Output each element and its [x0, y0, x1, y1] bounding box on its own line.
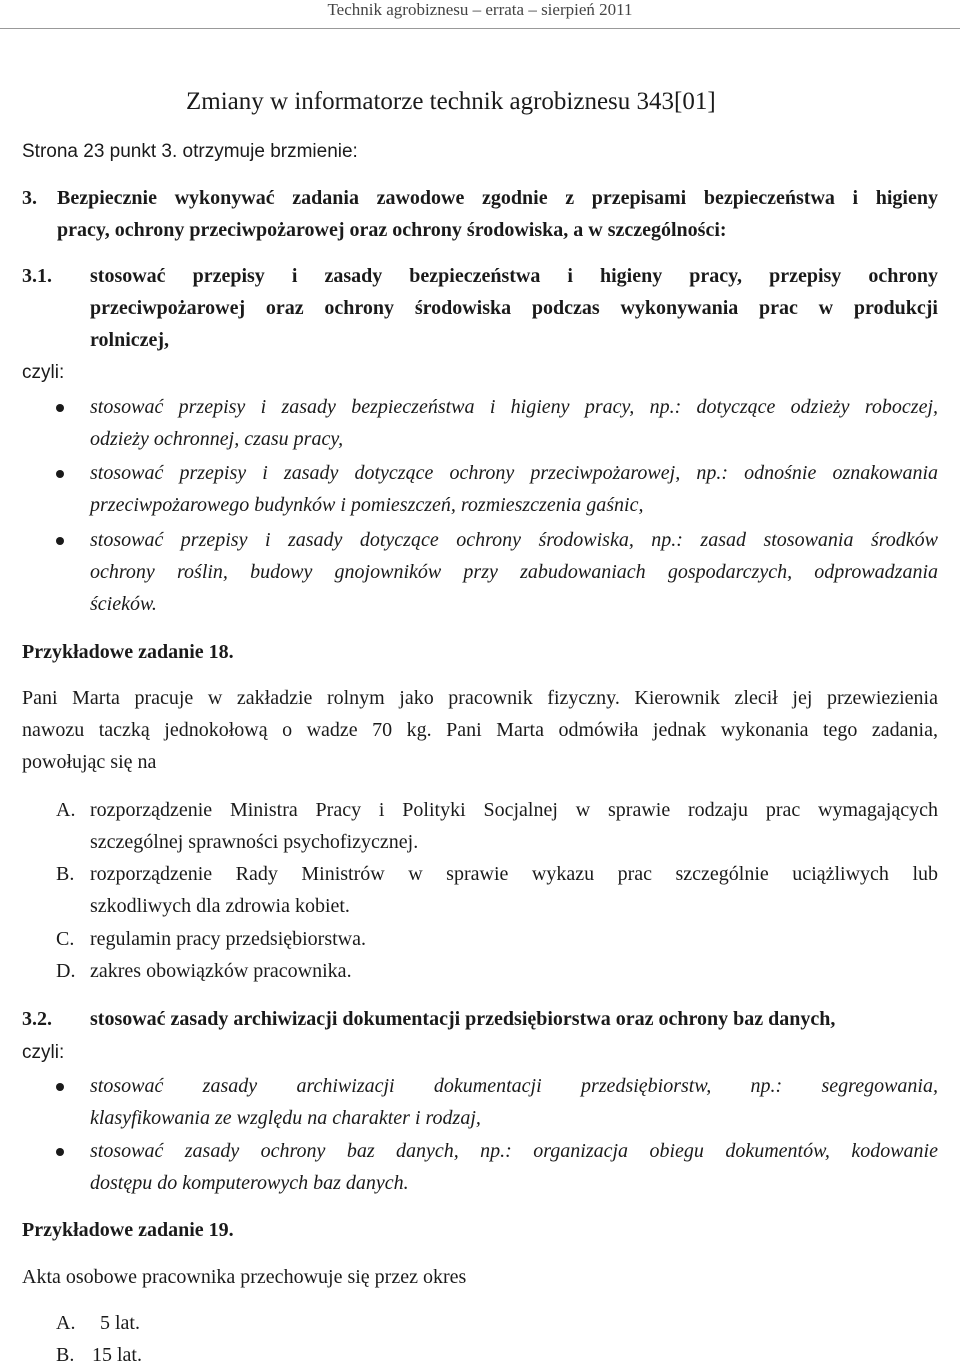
- section-3-line-2: pracy, ochrony przeciwpożarowej oraz ochrony środowiska, a w szczególności:: [57, 219, 727, 241]
- bullet-icon: [56, 537, 64, 545]
- running-header: Technik agrobiznesu – errata – sierpień 2011: [327, 0, 633, 19]
- option-a-line-2: szczególnej sprawności psychofizycznej.: [90, 831, 419, 853]
- task-19-option-a-label: A.: [56, 1312, 76, 1334]
- bullet-3-1-a-line-2: odzieży ochronnej, czasu pracy,: [90, 428, 344, 450]
- section-3-2-number: 3.2.: [22, 1008, 52, 1030]
- document-title: Zmiany w informatorze technik agrobiznesu 343[01]: [186, 88, 716, 115]
- option-b-label: B.: [56, 863, 75, 885]
- bullet-3-2-a-line-2: klasyfikowania ze względu na charakter i rodzaj,: [90, 1107, 481, 1129]
- bullet-icon: [56, 1083, 64, 1091]
- option-c-label: C.: [56, 928, 75, 950]
- section-3-2-line-1: stosować zasady archiwizacji dokumentacji przedsiębiorstwa oraz ochrony baz danych,: [90, 1008, 836, 1030]
- section-3-number: 3.: [22, 187, 37, 209]
- bullet-3-1-b-line-1: stosować przepisy i zasady dotyczące ochrony przeciwpożarowej, np.: odnośnie oznakowania: [90, 462, 938, 484]
- task-18-line-3: powołując się na: [22, 751, 157, 773]
- bullet-icon: [56, 1148, 64, 1156]
- bullet-3-1-b-line-2: przeciwpożarowego budynków i pomieszczeń, rozmieszczenia gaśnic,: [90, 494, 644, 516]
- section-3-1-line-1: stosować przepisy i zasady bezpieczeństwa i higieny pracy, przepisy ochrony: [90, 265, 938, 287]
- option-d-text: zakres obowiązków pracownika.: [90, 960, 352, 982]
- task-19-heading: Przykładowe zadanie 19.: [22, 1219, 234, 1241]
- bullet-icon: [56, 404, 64, 412]
- section-3-line-1: Bezpiecznie wykonywać zadania zawodowe zgodnie z przepisami bezpieczeństwa i higieny: [57, 187, 938, 209]
- task-18-line-1: Pani Marta pracuje w zakładzie rolnym jako pracownik fizyczny. Kierownik zlecił jej przewiezienia: [22, 687, 938, 709]
- option-c-text: regulamin pracy przedsiębiorstwa.: [90, 928, 367, 950]
- section-3-1-line-3: rolniczej,: [90, 329, 170, 351]
- task-19-line-1: Akta osobowe pracownika przechowuje się przez okres: [22, 1266, 467, 1288]
- option-b-line-2: szkodliwych dla zdrowia kobiet.: [90, 895, 350, 917]
- option-d-label: D.: [56, 960, 76, 982]
- option-a-label: A.: [56, 799, 76, 821]
- bullet-3-2-b-line-1: stosować zasady ochrony baz danych, np.: organizacja obiegu dokumentów, kodowanie: [90, 1140, 938, 1162]
- header-rule: [0, 28, 960, 29]
- bullet-icon: [56, 470, 64, 478]
- task-19-option-b-label: B.: [56, 1344, 75, 1366]
- bullet-3-1-c-line-1: stosować przepisy i zasady dotyczące ochrony środowiska, np.: zasad stosowania środków: [90, 529, 938, 551]
- bullet-3-2-a-line-1: stosować zasady archiwizacji dokumentacji przedsiębiorstw, np.: segregowania,: [90, 1075, 938, 1097]
- bullet-3-2-b-line-2: dostępu do komputerowych baz danych.: [90, 1172, 409, 1194]
- bullet-3-1-c-line-2: ochrony roślin, budowy gnojowników przy zabudowaniach gospodarczych, odprowadzania: [90, 561, 938, 583]
- task-18-line-2: nawozu taczką jednokołową o wadze 70 kg. Pani Marta odmówiła jednak wykonania tego zadania,: [22, 719, 938, 741]
- option-b-line-1: rozporządzenie Rady Ministrów w sprawie wykazu prac szczególnie uciążliwych lub: [90, 863, 938, 885]
- section-3-1-line-2: przeciwpożarowej oraz ochrony środowiska podczas wykonywania prac w produkcji: [90, 297, 938, 319]
- task-19-option-b-text: 15 lat.: [92, 1344, 142, 1366]
- bullet-3-1-a-line-1: stosować przepisy i zasady bezpieczeństwa i higieny pracy, np.: dotyczące odzieży roboczej,: [90, 396, 938, 418]
- czyli-label-2: czyli:: [22, 1042, 65, 1063]
- section-3-1-number: 3.1.: [22, 265, 52, 287]
- task-18-heading: Przykładowe zadanie 18.: [22, 641, 234, 663]
- czyli-label-1: czyli:: [22, 362, 65, 383]
- option-a-line-1: rozporządzenie Ministra Pracy i Polityki Socjalnej w sprawie rodzaju prac wymagających: [90, 799, 938, 821]
- intro-line: Strona 23 punkt 3. otrzymuje brzmienie:: [22, 141, 358, 162]
- bullet-3-1-c-line-3: ścieków.: [90, 593, 157, 615]
- task-19-option-a-text: 5 lat.: [100, 1312, 140, 1334]
